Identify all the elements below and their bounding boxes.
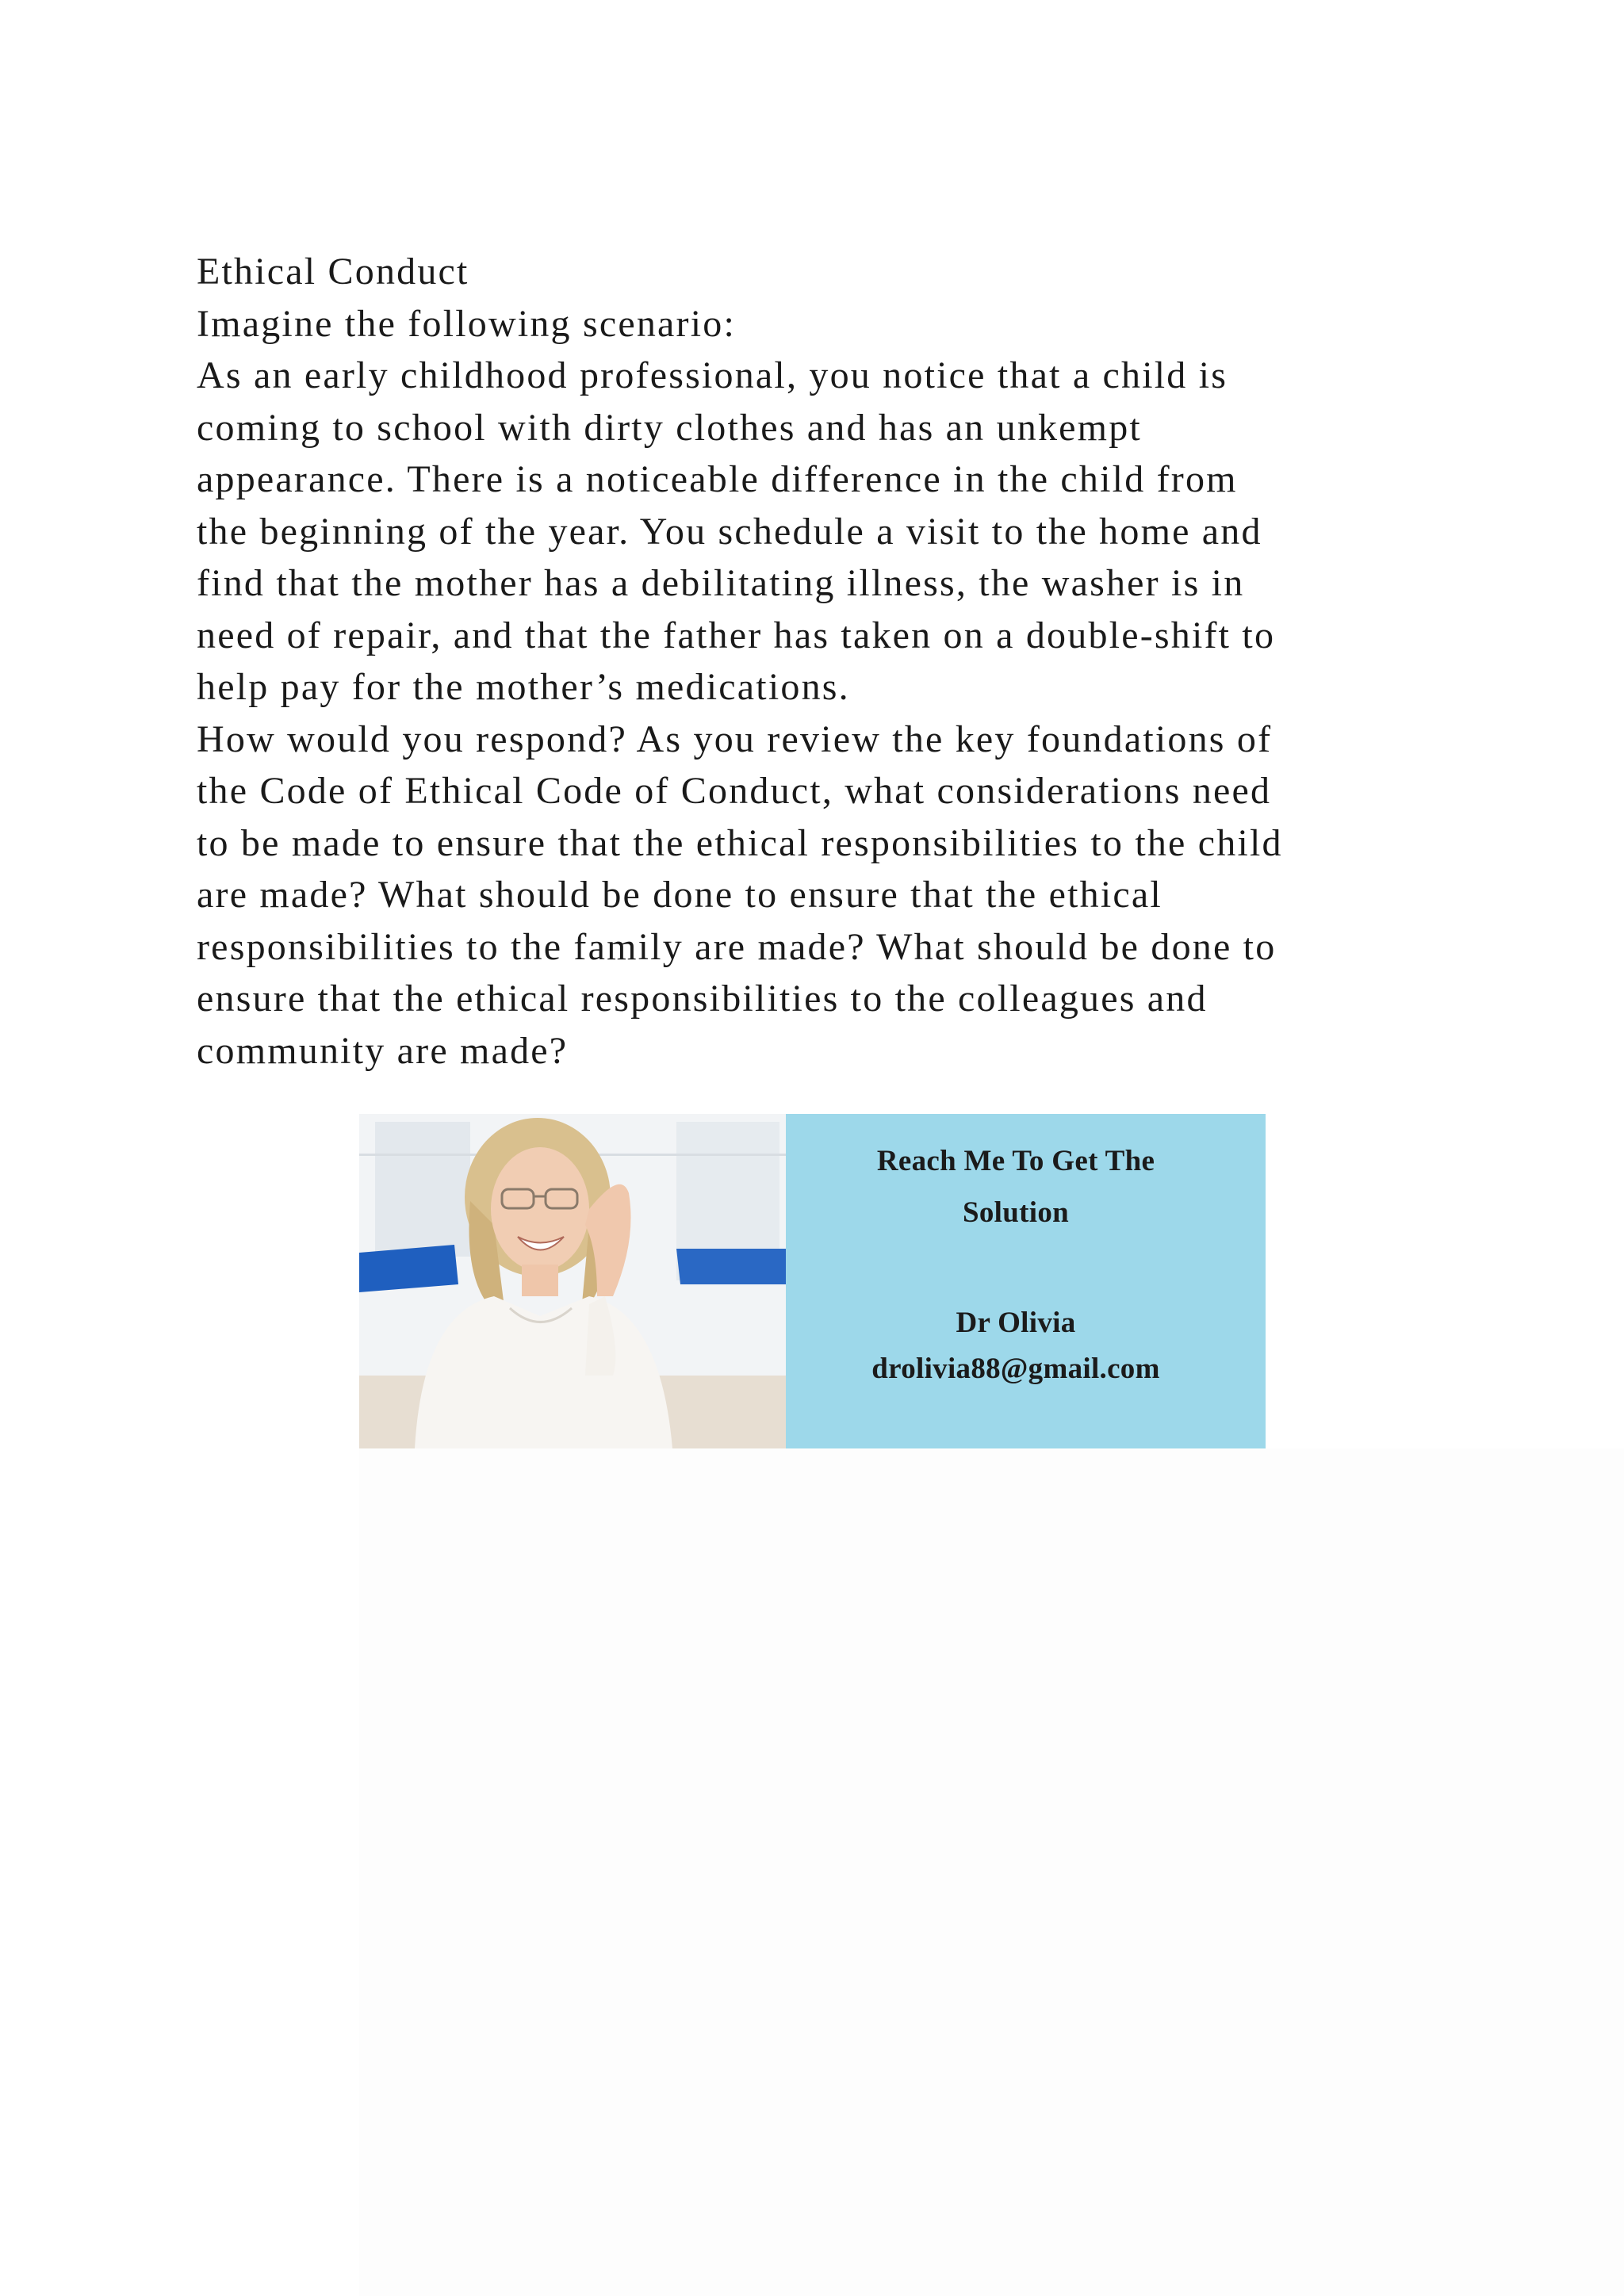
scenario-paragraph: As an early childhood professional, you notice that a child is coming to school with dirty clothes and has an unkempt appearance. There is a noticeable difference in the child from the beginning of the year. You schedule a visit to the home and find that the mother has a debilitating illness, the washer is in need of repair, and that the father has taken on a double-shift to help pay for the mother’s medications. xyxy=(197,354,1276,708)
questions-paragraph: How would you respond? As you review the key foundations of the Code of Ethical Code of Conduct, what considerations need to be made to ensure that the ethical responsibilities to the child are made? What should be done to ensure that the ethical responsibilities to the family are made? What should be done to ensure that the ethical responsibilities to the colleagues and community are made? xyxy=(197,718,1283,1072)
document-title: Ethical Conduct xyxy=(197,251,469,293)
banner-heading-line-2: Solution xyxy=(962,1196,1069,1229)
document-body xyxy=(197,246,1434,1077)
woman-photo xyxy=(359,1114,786,1448)
scenario-intro: Imagine the following scenario: xyxy=(197,302,737,345)
contact-banner xyxy=(359,1114,1266,1448)
contact-panel xyxy=(786,1114,1266,1448)
banner-heading-line-1: Reach Me To Get The xyxy=(876,1145,1155,1177)
blank-area xyxy=(359,1448,1624,2296)
contact-name: Dr Olivia xyxy=(956,1307,1076,1339)
smiling-woman-photo-icon xyxy=(359,1114,786,1448)
contact-email[interactable]: drolivia88@gmail.com xyxy=(871,1353,1160,1385)
